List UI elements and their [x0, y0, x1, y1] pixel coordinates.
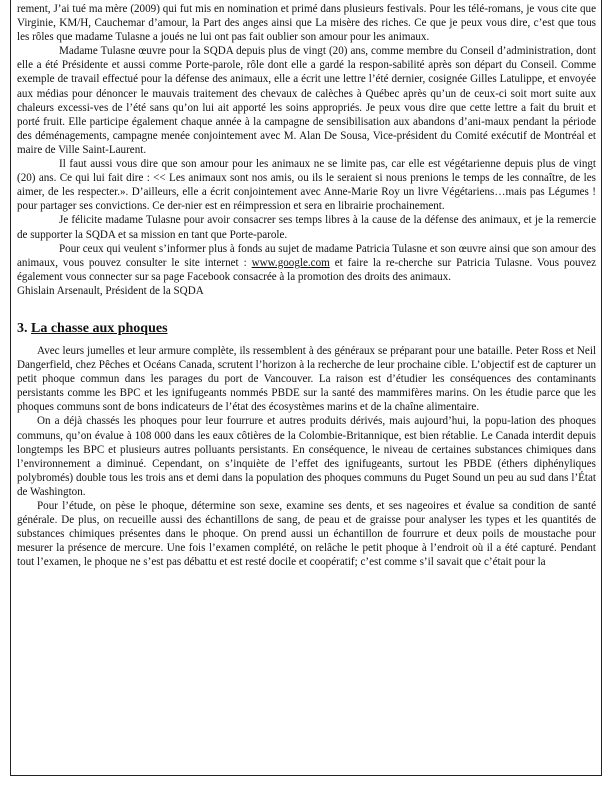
- paragraph-continued: rement, J’ai tué ma mère (2009) qui fut mis en nomination et primé dans plusieurs festivals. Pour les télé-romans, je vous cite que Virginie, KM/H, Cauchemar d’amour, la Part des anges ainsi que La misère des riches. Ce que je peux vous dire, c’est que tous les rôles que madame Tulasne a joués ne lui ont pas fait oublier son amour pour les animaux.: [17, 3, 596, 44]
- paragraph-text: et faire la re-cherche sur Patricia Tulasne. Vous pouvez également vous connecter sur sa page Facebook consacrée à la promotion des droits des animaux.: [17, 256, 597, 283]
- section-heading: [17, 322, 596, 336]
- website-link[interactable]: www.google.com: [251, 256, 330, 269]
- section-title: La chasse aux phoques: [31, 320, 168, 336]
- paragraph: Il faut aussi vous dire que son amour pour les animaux ne se limite pas, car elle est végétarienne depuis plus de vingt (20) ans. Ce qui lui fait dire : << Les animaux sont nos amis, ou ils le seraient si nous prenions le temps de les connaître, de les aimer, de les respecter.». D’ailleurs, elle a écrit conjointement avec Anne-Marie Roy un livre Végétariens…mais pas Légumes ! pour partager ses convictions. Ce der-nier est en réimpression et sera en librairie prochainement.: [17, 158, 596, 213]
- paragraph: Je félicite madame Tulasne pour avoir consacrer ses temps libres à la cause de la défense des animaux, et je la remercie de supporter la SQDA et sa mission en tant que Porte-parole.: [17, 214, 596, 241]
- paragraph: Madame Tulasne œuvre pour la SQDA depuis plus de vingt (20) ans, comme membre du Conseil d’administration, dont elle a été Présidente et aussi comme Porte-parole, rôle dont elle a gardé la respon-sabilité après son départ du Conseil. Comme exemple de travail effectué pour la défense des animaux, elle a écrit une lettre l’été dernier, cosignée Gilles Latulippe, et envoyée aux médias pour dénoncer le mauvais traitement des chevaux de calèches à Québec après qu’un de ceux-ci soit mort suite aux chaleurs excessi-ves de l’été sans qu’on lui ait apporté les soins appropriés. Je peux vous dire que cette lettre a fait du bruit et porté fruit. Elle participe également chaque année à la campagne de sensibilisation aux abandons d’ani-maux pendant la période des déménagements, campagne menée conjointement avec M. Alan De Sousa, Vice-président du Comité exécutif de Montréal et maire de Ville Saint-Laurent.: [17, 45, 596, 156]
- paragraph-text: Pour ceux qui veulent s’informer plus à fonds au sujet de madame Patricia Tulasne et son œuvre ainsi que son amour des animaux, vous pouvez consulter le site internet :: [17, 242, 596, 269]
- paragraph: On a déjà chassés les phoques pour leur fourrure et autres produits dérivés, mais aujourd’hui, la popu-lation des phoques communs, qu’on évalue à 108 000 dans les eaux côtières de la Colombie-Britannique, est bien rétablie. Le Canada interdit depuis longtemps les BPC et plusieurs autres polluants persistants. En conséquence, le niveau de certaines substances chimiques dans l’environnement a diminué. Cependant, on s’inquiète de l’effet des ignifugeants, surtout les PBDE (éthers diphényliques polybromés) double tous les trois ans et demi dans la population des phoques communs du Puget Sound un peu au sud dans l’État de Washington.: [17, 415, 596, 498]
- paragraph: Pour l’étude, on pèse le phoque, détermine son sexe, examine ses dents, et ses nageoires et évalue sa condition de santé générale. De plus, on recueille aussi des échantillons de sang, de peau et de graisse pour analyser les types et les quantités de substances chimiques présentes dans le phoque. On prend aussi un échantillon de fourrure et deux poils de moustache pour mesurer la présence de mercure. Une fois l’examen complété, on relâche le petit phoque à l’endroit où il a été capturé. Pendant tout l’examen, le phoque ne s’est pas débattu et est resté docile et coopératif; c’est comme s’il savait que c’était pour la: [17, 500, 596, 569]
- paragraph-with-link: [17, 242, 596, 284]
- paragraph: Avec leurs jumelles et leur armure complète, ils ressemblent à des généraux se préparant pour une bataille. Peter Ross et Neil Dangerfield, chez Pêches et Océans Canada, scrutent l’horizon à la recherche de leur prochaine cible. L’objectif est de capturer un petit phoque commun dans les parages du port de Vancouver. La raison est d’étudier les conséquences des contaminants persistants comme les BPC et les ignifugeants nommés PBDE sur la santé des mammifères marins. On les étudie parce que les phoques communs sont de bons indicateurs de l’état des écosystèmes marins et de la chaîne alimentaire.: [17, 344, 596, 414]
- section-number: 3.: [17, 320, 28, 336]
- signature: Ghislain Arsenault, Président de la SQDA: [17, 284, 204, 297]
- document-body: [17, 2, 596, 569]
- section-spokesperson: [17, 2, 596, 298]
- section-seal-hunt: [17, 344, 596, 570]
